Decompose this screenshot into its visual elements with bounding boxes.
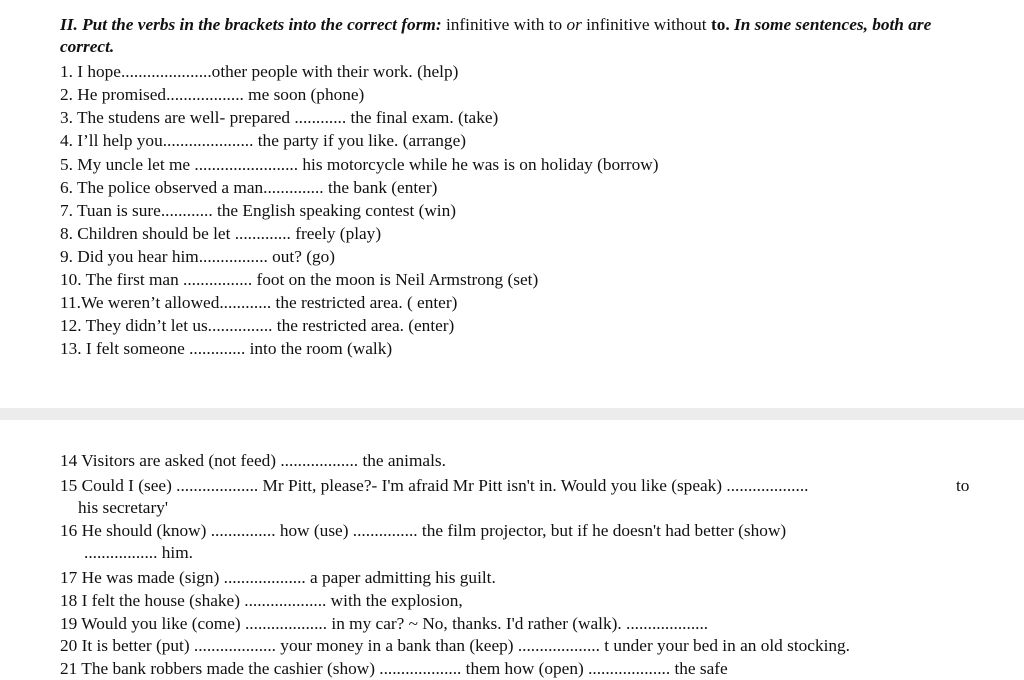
exercise-item-16-cont: ................. him.: [84, 543, 193, 562]
exercise-item: 8. Children should be let ............. freely (play): [60, 224, 382, 243]
exercise-item-20: 20 It is better (put) ................... your money in a bank than (keep) ................... t under your bed in an old stocking.: [60, 636, 850, 655]
exercise-item: 11.We weren’t allowed............ the restricted area. ( enter): [60, 293, 458, 312]
exercise-item: 2. He promised.................. me soon (phone): [60, 85, 365, 104]
exercise-item-15: 15 Could I (see) ................... Mr Pitt, please?- I'm afraid Mr Pitt isn't in. Would you like (speak) ...................: [60, 476, 809, 495]
exercise-item: 3. The studens are well- prepared ............ the final exam. (take): [60, 108, 499, 127]
heading-or: or: [566, 15, 582, 34]
exercise-heading: [60, 14, 960, 58]
heading-text-2: infinitive without: [581, 15, 711, 34]
exercise-item: 12. They didn’t let us............... the restricted area. (enter): [60, 316, 455, 335]
heading-bold-2: In some sentences, both are correct.: [60, 15, 932, 56]
exercise-item-19: 19 Would you like (come) ................... in my car? ~ No, thanks. I'd rather (walk). ...................: [60, 614, 709, 633]
exercise-item: 4. I’ll help you..................... the party if you like. (arrange): [60, 131, 466, 150]
worksheet-page-2: [0, 420, 1024, 678]
page-separator: [0, 408, 1024, 420]
exercise-item-15-to: to: [956, 476, 970, 495]
exercise-item-16: 16 He should (know) ............... how (use) ............... the film projector, but if he doesn't had better (show): [60, 521, 787, 540]
exercise-item: 7. Tuan is sure............ the English speaking contest (win): [60, 201, 457, 220]
exercise-item: 1. I hope.....................other people with their work. (help): [60, 62, 459, 81]
exercise-item-18: 18 I felt the house (shake) ................... with the explosion,: [60, 591, 463, 610]
exercise-item-15-cont: his secretary': [78, 498, 168, 517]
heading-bold-1: II. Put the verbs in the brackets into the correct form:: [60, 15, 442, 34]
exercise-item: 13. I felt someone ............. into the room (walk): [60, 339, 393, 358]
heading-to: to.: [710, 15, 730, 34]
exercise-item-17: 17 He was made (sign) ................... a paper admitting his guilt.: [60, 568, 496, 587]
exercise-item: 9. Did you hear him................ out? (go): [60, 247, 336, 266]
exercise-item: 6. The police observed a man.............. the bank (enter): [60, 178, 438, 197]
exercise-item: 5. My uncle let me ........................ his motorcycle while he was is on holiday (borrow): [60, 155, 659, 174]
exercise-item-21: 21 The bank robbers made the cashier (show) ................... them how (open) ................... the safe: [60, 659, 728, 678]
exercise-item: 10. The first man ................ foot on the moon is Neil Armstrong (set): [60, 270, 539, 289]
exercise-item-14: 14 Visitors are asked (not feed) .................. the animals.: [60, 451, 446, 470]
heading-text-1: infinitive with to: [441, 15, 567, 34]
